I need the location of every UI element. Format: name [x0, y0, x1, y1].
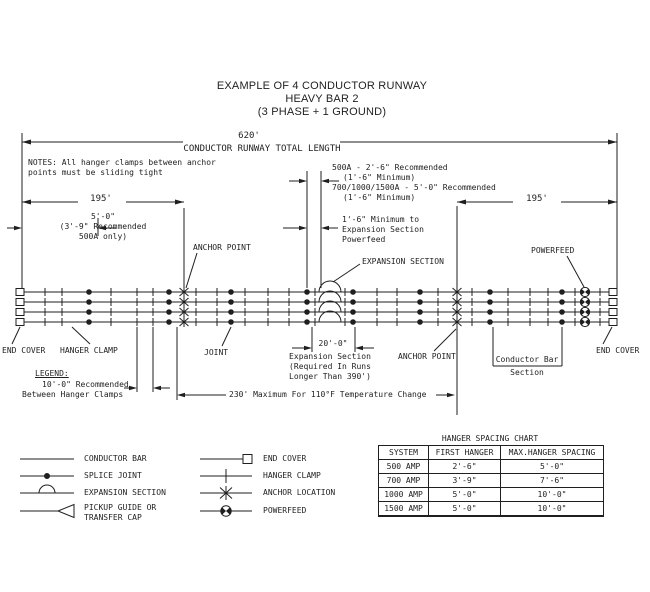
end-cover-right-callout: END COVER	[596, 346, 640, 355]
hanger-clamp-callout: HANGER CLAMP	[60, 346, 118, 355]
drawing-title-line1: EXAMPLE OF 4 CONDUCTOR RUNWAY	[216, 80, 428, 92]
left-section-dim: 195'	[90, 194, 112, 204]
chart-cell: 7'-6"	[501, 474, 604, 488]
hanger-spacing-chart	[378, 445, 604, 517]
first-hanger-dim-line1: 5'-0"	[90, 212, 116, 221]
legend-note-heading: LEGEND:	[35, 369, 69, 378]
conductor-bars	[16, 281, 617, 327]
total-length-value: 620'	[238, 131, 260, 141]
conductor-bar-section-line2: Section	[510, 368, 544, 377]
powerfeed-clearance-line3: Powerfeed	[342, 235, 386, 244]
notes-line2: points must be sliding tight	[28, 168, 163, 177]
legend-label-pickup-guide-line2: TRANSFER CAP	[84, 513, 142, 522]
chart-cell: 500 AMP	[379, 460, 429, 474]
legend-note-line2: Between Hanger Clamps	[22, 390, 124, 399]
right-section-dim: 195'	[526, 194, 548, 204]
legend-label-anchor-location: ANCHOR LOCATION	[263, 488, 336, 497]
legend-label-hanger-clamp: HANGER CLAMP	[263, 471, 321, 480]
expansion-dim-line1: 20'-0"	[318, 339, 348, 348]
drawing-title-line2: HEAVY BAR 2	[285, 93, 359, 105]
chart-row-1000amp	[379, 488, 604, 502]
chart-cell: 700 AMP	[379, 474, 429, 488]
chart-header-first-hanger: FIRST HANGER	[429, 446, 501, 460]
powerfeed-clearance-line1: 1'-6" Minimum to	[342, 215, 420, 224]
legend-label-conductor-bar: CONDUCTOR BAR	[84, 454, 147, 463]
first-hanger-dim-line2: (3'-9" Recommended	[59, 222, 147, 231]
expansion-section-icon	[20, 485, 74, 493]
expansion-dim-line4: Longer Than 390')	[289, 372, 371, 381]
anchor-point-right-callout: ANCHOR POINT	[398, 352, 456, 361]
chart-cell: 2'-6"	[429, 460, 501, 474]
legend-label-powerfeed: POWERFEED	[263, 506, 307, 515]
first-hanger-dim-line3: 500A only)	[78, 232, 128, 241]
chart-cell: 1000 AMP	[379, 488, 429, 502]
legend-symbols-right	[200, 455, 252, 517]
legend-symbols-left	[20, 459, 74, 518]
legend-label-end-cover: END COVER	[263, 454, 307, 463]
recommended-spacing-line4: (1'-6" Minimum)	[343, 193, 416, 202]
recommended-spacing-line1: 500A - 2'-6" Recommended	[332, 163, 448, 172]
legend-label-splice-joint: SPLICE JOINT	[84, 471, 142, 480]
chart-header-system: SYSTEM	[379, 446, 429, 460]
chart-cell: 10'-0"	[501, 502, 604, 517]
chart-row-1500amp	[379, 502, 604, 517]
chart-cell: 1500 AMP	[379, 502, 429, 517]
chart-row-700amp	[379, 474, 604, 488]
conductor-bar-section-line1: Conductor Bar	[495, 355, 559, 364]
recommended-spacing-line3: 700/1000/1500A - 5'-0" Recommended	[332, 183, 496, 192]
chart-cell: 3'-9"	[429, 474, 501, 488]
recommended-spacing-line2: (1'-6" Minimum)	[343, 173, 416, 182]
chart-cell: 5'-0"	[429, 488, 501, 502]
legend-note-line1: 10'-0" Recommended	[42, 380, 129, 389]
hanger-chart-title: HANGER SPACING CHART	[441, 434, 539, 443]
chart-cell: 5'-0"	[429, 502, 501, 517]
legend-label-pickup-guide-line1: PICKUP GUIDE OR	[84, 503, 157, 512]
joint-callout: JOINT	[204, 348, 229, 357]
chart-header-max-spacing: MAX.HANGER SPACING	[501, 446, 604, 460]
chart-header-row	[379, 446, 604, 460]
end-cover-left-callout: END COVER	[2, 346, 46, 355]
powerfeed-icon	[200, 506, 252, 516]
total-length-label: CONDUCTOR RUNWAY TOTAL LENGTH	[183, 144, 341, 154]
pickup-guide-icon	[20, 505, 74, 518]
chart-cell: 5'-0"	[501, 460, 604, 474]
anchor-location-icon	[200, 486, 252, 500]
expansion-section-callout: EXPANSION SECTION	[362, 257, 444, 266]
drawing-title-line3: (3 PHASE + 1 GROUND)	[257, 106, 387, 118]
powerfeed-clearance-line2: Expansion Section	[342, 225, 424, 234]
expansion-dim-line2: Expansion Section	[289, 352, 371, 361]
notes-line1: NOTES: All hanger clamps between anchor	[28, 158, 216, 167]
end-cover-icon	[200, 455, 252, 464]
powerfeed-callout: POWERFEED	[531, 246, 575, 255]
splice-joint-icon	[20, 473, 74, 479]
expansion-dim-line3: (Required In Runs	[289, 362, 371, 371]
chart-cell: 10'-0"	[501, 488, 604, 502]
anchor-point-left-callout: ANCHOR POINT	[193, 243, 251, 252]
max-run-dim: 230' Maximum For 110°F Temperature Change	[229, 390, 427, 399]
legend-label-expansion-section: EXPANSION SECTION	[84, 488, 166, 497]
chart-row-500amp	[379, 460, 604, 474]
hanger-clamp-icon	[200, 469, 252, 483]
